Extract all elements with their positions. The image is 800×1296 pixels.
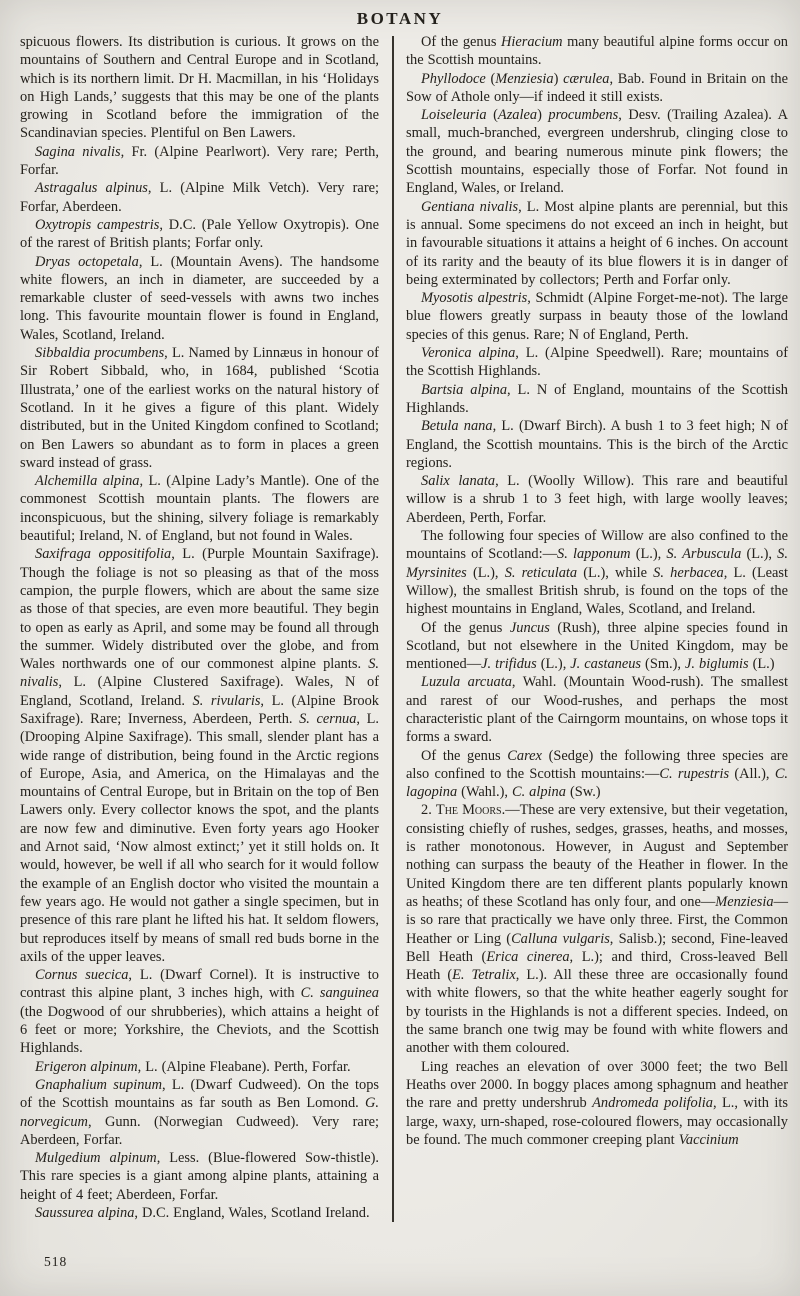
paragraph — [406, 70, 788, 107]
text-run: , L.). All these three are occasionally found with white flowers, so that the white heather eagerly sought for by tourists in the Highlands is not a different species. Indeed, on the same branch one twig may be found with white flowers and another with them coloured. — [406, 967, 788, 1057]
text-run: , L., with its large, waxy, urn-shaped, rose-coloured flowers, may occasionally be found. The much commoner creeping plant — [406, 1095, 788, 1148]
species-name: E. Tetralix — [452, 967, 516, 984]
text-run: , L. (Dwarf Cudweed). On the tops of the Scottish mountains as far south as Ben Lomond. — [20, 1076, 379, 1112]
species-name: S. Arbuscula — [666, 546, 742, 563]
species-name: Saussurea alpina — [35, 1205, 135, 1221]
species-name: Erica cinerea — [486, 948, 570, 965]
species-name: S. Myrsinites — [406, 546, 788, 581]
species-name: Juncus — [509, 619, 550, 636]
text-run: , L. N of England, mountains of the Scottish Highlands. — [406, 381, 788, 416]
paragraph — [20, 966, 379, 1057]
text-run: , D.C. (Pale Yellow Oxytropis). One of the rarest of British plants; Forfar only. — [20, 216, 380, 252]
species-name: Erigeron alpinum — [35, 1058, 138, 1075]
species-name: Saxifraga oppositifolia — [35, 546, 172, 563]
text-run: Of the genus — [421, 34, 501, 50]
species-name: Andromeda polifolia — [592, 1095, 713, 1112]
paragraph — [20, 143, 379, 180]
species-name: Dryas octopetala — [35, 253, 139, 270]
paragraph — [406, 198, 788, 289]
text-run: , L. (Alpine Milk Vetch). Very rare; Forfar, Aberdeen. — [20, 180, 379, 215]
paragraph — [20, 472, 379, 545]
paragraph — [406, 106, 788, 197]
species-name: C. alpina — [511, 784, 566, 801]
species-name: G. norvegicum — [20, 1095, 379, 1130]
text-run: ) — [553, 70, 564, 87]
text-run: (Wahl.), — [457, 784, 512, 801]
species-name: Menziesia — [495, 70, 554, 87]
text-run: (Sw.) — [565, 784, 601, 801]
paragraph — [20, 33, 379, 143]
paragraph — [20, 1076, 379, 1149]
text-columns — [0, 33, 800, 1222]
text-run: , Less. (Blue-flowered Sow-thistle). This rare species is a giant among alpine plants, attaining a height of 4 feet; Aberdeen, Forfar. — [20, 1150, 380, 1203]
text-run: , L. (Dwarf Cornel). It is instructive to contrast this alpine plant, 3 inches high, with — [20, 967, 379, 1002]
species-name: S. reticulata — [504, 564, 578, 581]
paragraph — [406, 344, 788, 381]
species-name: Sagina nivalis — [35, 143, 121, 160]
species-name: Azalea — [497, 107, 538, 124]
text-run: (L.) — [748, 656, 775, 673]
species-name: cærulea — [563, 70, 610, 87]
text-run: (Rush), three alpine species found in Scotland, but not elsewhere in the United Kingdom, may be mentioned— — [406, 619, 788, 673]
species-name: Carex — [507, 747, 542, 764]
species-name: Hieracium — [500, 34, 563, 50]
text-run: , D.C. England, Wales, Scotland Ireland. — [134, 1205, 370, 1221]
species-name: J. trifidus — [481, 656, 537, 673]
text-run: , L.); and third, Cross-leaved Bell Heath ( — [406, 948, 788, 984]
species-name: procumbens — [548, 107, 619, 124]
species-name: Myosotis alpestris — [421, 290, 528, 307]
paragraph — [20, 253, 379, 344]
text-run: , Schmidt (Alpine Forget-me-not). The large blue flowers greatly surpass in beauty those of the lowland species of this genus. Rare; N of England, Perth. — [406, 290, 788, 343]
paragraph — [406, 289, 788, 344]
text-run: , Bab. Found in Britain on the Sow of Athole only—if indeed it still exists. — [406, 70, 788, 105]
text-run: , L. (Alpine Speedwell). Rare; mountains of the Scottish Highlands. — [406, 345, 789, 380]
text-run: (All.), — [729, 765, 775, 782]
text-run: , L. Named by Linnæus in honour of Sir Robert Sibbald, who, in 1684, published ‘Scotia Illustrata,’ one of the earliest works on the natural history of Scotland. In it he gives a figure of this plant. Widely distributed, but in the United Kingdom confined to Scotland; on Ben Lawers so abundant as to form in places a green sward instead of grass. — [20, 345, 379, 471]
paragraph — [20, 179, 379, 216]
text-run: , Desv. (Trailing Azalea). A small, much-branched, evergreen undershrub, clinging close to the ground, and bearing numerous minute pink flowers; the Scottish mountains, especially those of Forfar. Not found in England, Wales, or Ireland. — [406, 107, 789, 197]
species-name: Gnaphalium supinum — [35, 1076, 162, 1093]
species-name: C. lagopina — [406, 765, 789, 801]
species-name: Loiseleuria — [421, 107, 487, 124]
species-name: Salix lanata — [421, 473, 496, 490]
species-name: Oxytropis campestris — [35, 216, 160, 233]
paragraph — [20, 1204, 379, 1222]
paragraph — [20, 344, 379, 472]
text-run: , L. (Alpine Clustered Saxifrage). Wales, N of England, Scotland, Ireland. — [20, 674, 379, 709]
species-name: C. rupestris — [659, 765, 730, 782]
text-run: , L. (Purple Mountain Saxifrage). Though the foliage is not so pleasing as that of the moss campion, the purple flowers, which are about the same size as those of that species, are even more beautiful. They begin to open as early as April, and some may be found all through the summer. Widely distributed over the globe, and from Wales northwards one of our commonest alpine plants. — [20, 546, 379, 673]
text-run: , Wahl. (Mountain Wood-rush). The smallest and rarest of our Wood-rushes, and perhaps the most characteristic plant of the Cairngorm mountains, on whose tops it forms a sward. — [406, 674, 788, 746]
species-name: Gentiana nivalis — [421, 198, 519, 215]
text-run: (L.), — [630, 546, 667, 563]
text-run: , L. (Alpine Lady’s Mantle). One of the commonest Scottish mountain plants. The flowers are inconspicuous, but the shining, silvery foliage is remarkably beautiful; Ireland, N. of England, but not found in Wales. — [20, 473, 379, 545]
species-name: S. cernua — [299, 710, 357, 727]
text-run: , L. (Alpine Fleabane). Perth, Forfar. — [137, 1058, 351, 1075]
paragraph — [20, 1149, 379, 1204]
text-run: (L.), while — [577, 564, 654, 581]
text-run: .—These are very extensive, but their vegetation, consisting chiefly of rushes, sedges, grasses, heaths, and mosses, is rather monotonous. However, in August and September nothing can surpass the beauty of the Heather in flower. In the United Kingdom there are ten different plants popularly known as heaths; of these Scotland has only four, and one— — [406, 802, 788, 910]
text-run: The following four species of Willow are also confined to the mountains of Scotland:— — [406, 528, 788, 563]
text-run: , L. (Least Willow), the smallest British shrub, is found on the tops of the highest mountains in England, Wales, Scotland, and Ireland. — [406, 564, 788, 618]
species-name: Luzula arcuata — [421, 674, 512, 691]
text-run: (L.), — [741, 546, 778, 563]
text-run: , L. (Drooping Alpine Saxifrage). This small, slender plant has a wide range of distribution, being found in the Arctic regions of Europe, Asia, and America, on the Himalayas and the mountains of Central Europe, but in Britain on the top of Ben Lawers only. Every collector knows the spot, and the plants are now few and diminutive. Even forty years ago Hooker and Arnot said, ‘Now almost extinct;’ yet it still holds on. It would, however, be well if all who search for it would follow the example of an English doctor who visited the mountain a few years ago. He would not gather a single specimen, but in presence of this rare plant he lifted his hat. It seldom flowers, but reproduces itself by means of small red buds borne in the axils of the upper leaves. — [20, 710, 379, 965]
species-name: Calluna vulgaris — [511, 930, 610, 947]
species-name: Phyllodoce — [421, 70, 486, 87]
text-run: Of the genus — [421, 747, 508, 764]
text-run: ( — [486, 107, 498, 124]
paragraph — [406, 673, 788, 746]
paragraph — [406, 527, 788, 618]
paragraph — [406, 417, 788, 472]
species-name: Cornus suecica — [35, 967, 129, 984]
right-column — [394, 33, 788, 1222]
text-run: , Fr. (Alpine Pearlwort). Very rare; Perth, Forfar. — [20, 143, 379, 179]
species-name: C. sanguinea — [300, 985, 379, 1002]
species-name: Menziesia — [715, 893, 774, 910]
species-name: Alchemilla alpina — [35, 473, 140, 490]
section-heading: The Moors — [435, 802, 502, 819]
text-run: (Sm.), — [641, 656, 686, 673]
paragraph — [406, 33, 788, 70]
species-name: S. nivalis — [20, 656, 379, 691]
text-run: , Salisb.); second, Fine-leaved Bell Heath ( — [406, 930, 788, 965]
species-name: J. castaneus — [570, 656, 642, 673]
paragraph — [406, 1058, 788, 1149]
paragraph — [406, 619, 788, 674]
species-name: Betula nana — [421, 418, 493, 435]
paragraph — [406, 747, 788, 802]
text-run: , Gunn. (Norwegian Cudweed). Very rare; Aberdeen, Forfar. — [20, 1113, 379, 1148]
text-run: 2. — [421, 802, 436, 819]
species-name: Mulgedium alpinum — [35, 1150, 157, 1167]
species-name: Bartsia alpina — [421, 381, 508, 398]
text-run: Of the genus — [421, 619, 510, 636]
paragraph — [20, 1058, 379, 1076]
left-column — [20, 33, 392, 1222]
species-name: S. lapponum — [557, 546, 631, 563]
species-name: S. herbacea — [653, 564, 724, 581]
paragraph — [406, 801, 788, 1057]
paragraph — [20, 216, 379, 253]
text-run: ( — [485, 70, 496, 87]
text-run: many beautiful alpine forms occur on the Scottish mountains. — [406, 34, 788, 69]
page-number: 518 — [44, 1254, 68, 1269]
species-name: Sibbaldia procumbens — [35, 345, 165, 362]
text-run: (L.), — [536, 656, 571, 673]
text-run: , L. (Woolly Willow). This rare and beautiful willow is a shrub 1 to 3 feet high, with large woolly leaves; Aberdeen, Perth, Forfar. — [406, 473, 788, 526]
text-run: , L. (Dwarf Birch). A bush 1 to 3 feet high; N of England, the Scottish mountains. This is the birch of the Arctic regions. — [406, 418, 789, 471]
species-name: S. rivularis — [192, 692, 261, 709]
page-header: BOTANY — [356, 9, 444, 28]
text-run: —is so rare that practically we have only three. First, the Common Heather or Ling ( — [406, 893, 788, 947]
text-run: Ling reaches an elevation of over 3000 feet; the two Bell Heaths over 2000. In boggy places among sphagnum and heather the rare and pretty undershrub — [406, 1058, 788, 1112]
text-run: (Sedge) the following three species are also confined to the Scottish mountains:— — [406, 747, 788, 782]
species-name: Vaccinium — [678, 1131, 739, 1148]
paragraph — [406, 472, 788, 527]
text-run: spicuous flowers. Its distribution is curious. It grows on the mountains of Southern and Central Europe and in Scotland, which is its northern limit. Dr H. Macmillan, in his ‘Holidays on High Lands,’ suggests that this may be one of the plants growing in Scotland before the immigration of the Scandinavian species. Plentiful on Ben Lawers. — [20, 34, 379, 142]
text-run: , L. (Mountain Avens). The handsome white flowers, an inch in diameter, are succeeded by a remarkable cluster of seed-vessels with awns two inches long. This favourite mountain flower is found in England, Wales, Scotland, Ireland. — [20, 253, 379, 343]
species-name: Veronica alpina — [421, 345, 516, 362]
species-name: J. biglumis — [685, 656, 749, 673]
paragraph — [20, 545, 379, 966]
text-run: (the Dogwood of our shrubberies), which attains a height of 6 feet or more; Yorkshire, the Cheviots, and the Scottish Highlands. — [20, 1003, 379, 1057]
text-run: ) — [537, 107, 549, 124]
paragraph — [406, 381, 788, 418]
text-run: , L. Most alpine plants are perennial, but this is annual. Some specimens do not exceed an inch in height, but in favourable situations it attains a height of 6 inches. On account of its rarity and the beauty of its blue flowers it is in danger of being exterminated by collectors; Perth and Forfar only. — [406, 198, 788, 288]
text-run: , L. (Alpine Brook Saxifrage). Rare; Inverness, Aberdeen, Perth. — [20, 692, 379, 727]
species-name: Astragalus alpinus — [35, 180, 148, 197]
text-run: (L.), — [466, 564, 505, 581]
